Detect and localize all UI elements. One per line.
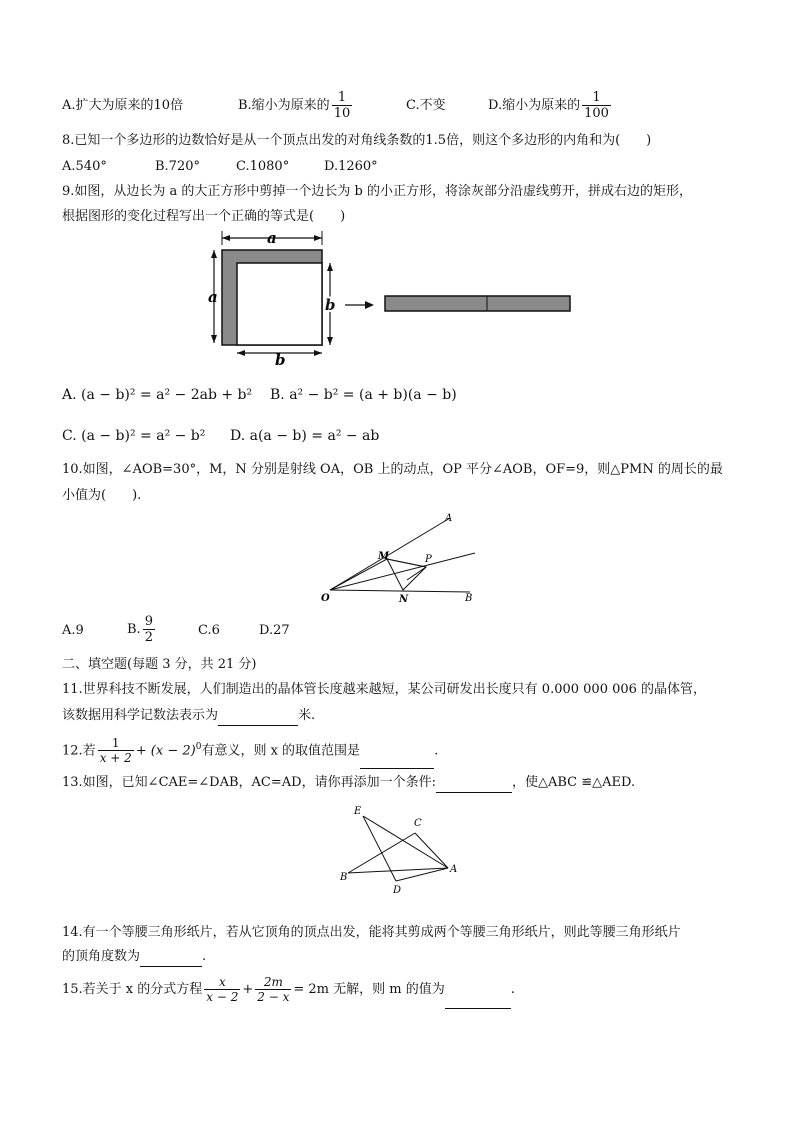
q13-answer-blank[interactable] [436, 774, 512, 793]
q10-triangle-pmn [387, 559, 426, 590]
q10-label-o: O [321, 593, 330, 604]
q10-option-b [127, 612, 157, 648]
q11-answer-blank[interactable] [218, 707, 298, 726]
q10-option-d: D.27 [259, 623, 290, 638]
q8-option-c: C.1080° [236, 159, 290, 174]
q12-fraction: $\frac{1}{x + 2}$ [99, 736, 132, 766]
q10-label-p: P [425, 554, 432, 565]
q13-label-b: B [340, 872, 348, 883]
q13-label-a: A [450, 864, 458, 875]
q9-arrowhead [314, 235, 322, 241]
q10-seg-mp [387, 559, 426, 567]
q9-result-rectangle [385, 296, 570, 311]
q10-option-b-fraction: $\frac{9}{2}$ [144, 614, 153, 645]
q15-prefix: 15.若关于 x 的分式方程 [62, 982, 203, 997]
q11-unit: 米. [298, 708, 316, 723]
q9-stem-line2: 根据图形的变化过程写出一个正确的等式是( ) [62, 209, 346, 224]
q12-text: 有意义，则 x 的取值范围是 [201, 743, 361, 759]
q10-ray-op [330, 553, 475, 590]
q10-seg-om [330, 559, 387, 590]
q13-label-c: C [414, 818, 422, 829]
q8-option-b: B.720° [155, 159, 200, 174]
q10-stem-line2: 小值为( ). [62, 488, 142, 503]
q9-figure [200, 225, 590, 375]
q15-end: . [510, 982, 515, 997]
q10-label-m: M [378, 551, 390, 562]
q15-stem [62, 972, 515, 1009]
q10-ray-oa [330, 518, 450, 590]
q9-label-a-left: a [208, 288, 218, 306]
q9-option-c: C. (a − b)² = a² − b² [62, 428, 206, 444]
q8-option-a: A.540° [62, 159, 107, 174]
q14-stem-line1: 14.有一个等腰三角形纸片，若从它顶角的顶点出发，能将其剪成两个等腰三角形纸片，则此等腰三角形纸片 [62, 925, 681, 940]
q9-arrowhead [237, 350, 245, 356]
q9-arrowhead [222, 235, 230, 241]
q9-option-d: D. a(a − b) = a² − ab [230, 428, 380, 444]
q15-answer-blank[interactable] [445, 972, 511, 1009]
q9-label-b-right: b [325, 296, 336, 314]
q7-option-a: A.扩大为原来的10倍 [62, 98, 184, 113]
q13-label-e: E [354, 806, 362, 817]
q9-arrowhead [327, 263, 333, 271]
q10-option-a: A.9 [62, 623, 84, 638]
q7-option-d-fraction: $\frac{1}{100}$ [584, 90, 609, 121]
q8-stem: 8.已知一个多边形的边数恰好是从一个顶点出发的对角线条数的1.5倍，则这个多边形的内角和为( ) [62, 133, 652, 148]
q9-label-a-top: a [267, 229, 277, 247]
q9-option-a: A. (a − b)² = a² − 2ab + b² [62, 387, 253, 403]
q15-plus: + [242, 982, 254, 997]
q9-arrowhead [314, 350, 322, 356]
q13-label-d: D [393, 885, 402, 895]
q12-prefix: 12.若 [62, 743, 96, 759]
q11-stem-line2 [62, 707, 315, 726]
q7-option-d-text: D.缩小为原来的 [488, 98, 581, 113]
q9-label-b-bottom: b [275, 351, 286, 369]
q13-stem [62, 774, 635, 793]
q14-end: . [202, 949, 207, 964]
q11-stem-line1: 11.世界科技不断发展，人们制造出的晶体管长度越来越短，某公司研发出长度只有 0.000 000 006 的晶体管， [62, 682, 707, 697]
q10-stem-line1: 10.如图，∠AOB=30°，M，N 分别是射线 OA，OB 上的动点，OP 平分∠AOB，OF=9，则△PMN 的周长的最 [62, 462, 723, 477]
q7-option-b [238, 88, 354, 124]
section-title-fill-blank: 二、填空题(每题 3 分，共 21 分) [62, 657, 257, 672]
q14-answer-blank[interactable] [140, 948, 202, 967]
q12-exponent: 0 [195, 742, 202, 752]
q15-fraction-2: $\frac{2m}{2 - x}$ [257, 975, 290, 1004]
q10-label-b: B [465, 593, 473, 604]
q10-ray-ob [330, 590, 470, 592]
q11-stem-line2-text: 该数据用科学记数法表示为 [62, 708, 219, 723]
q7-option-d [488, 88, 613, 124]
q10-label-a: A [445, 513, 453, 524]
q10-option-b-label: B. [127, 622, 141, 637]
q15-fraction-1: $\frac{x}{x - 2}$ [206, 975, 239, 1004]
q9-arrowhead [327, 337, 333, 345]
q12-term: + (x − 2) [135, 743, 196, 759]
q13-text-pre: 13.如图，已知∠CAE=∠DAB，AC=AD，请你再添加一个条件: [62, 775, 436, 790]
q9-transform-arrowhead [365, 301, 374, 309]
q13-text-post: ，使△ABC ≌△AED. [511, 775, 636, 790]
q13-figure [335, 800, 465, 895]
q12-stem [62, 730, 438, 769]
q9-option-b: B. a² − b² = (a + b)(a − b) [270, 387, 457, 403]
q10-label-n: N [399, 594, 409, 605]
q12-answer-blank[interactable] [360, 734, 434, 769]
q9-stem-line1: 9.如图，从边长为 a 的大正方形中剪掉一个边长为 b 的小正方形，将涂灰部分沿虚线剪开，拼成右边的矩形， [62, 184, 693, 199]
q7-option-b-text: B.缩小为原来的 [238, 98, 330, 113]
q7-option-c: C.不变 [406, 98, 446, 113]
q10-figure [315, 508, 495, 608]
q10-option-c: C.6 [198, 623, 220, 638]
q9-arrowhead [211, 250, 217, 258]
q8-option-d: D.1260° [324, 159, 378, 174]
q9-arrowhead [211, 335, 217, 343]
q10-seg-inner [407, 567, 426, 580]
q13-seg-bc [348, 833, 415, 873]
q14-stem-line2 [62, 948, 206, 967]
q7-option-b-fraction: $\frac{1}{10}$ [333, 90, 351, 121]
q12-end: . [434, 743, 439, 759]
q9-small-square [237, 263, 322, 345]
q15-equation-text: = 2m 无解，则 m 的值为 [293, 982, 445, 997]
q14-text-pre: 的顶角度数为 [62, 949, 141, 964]
